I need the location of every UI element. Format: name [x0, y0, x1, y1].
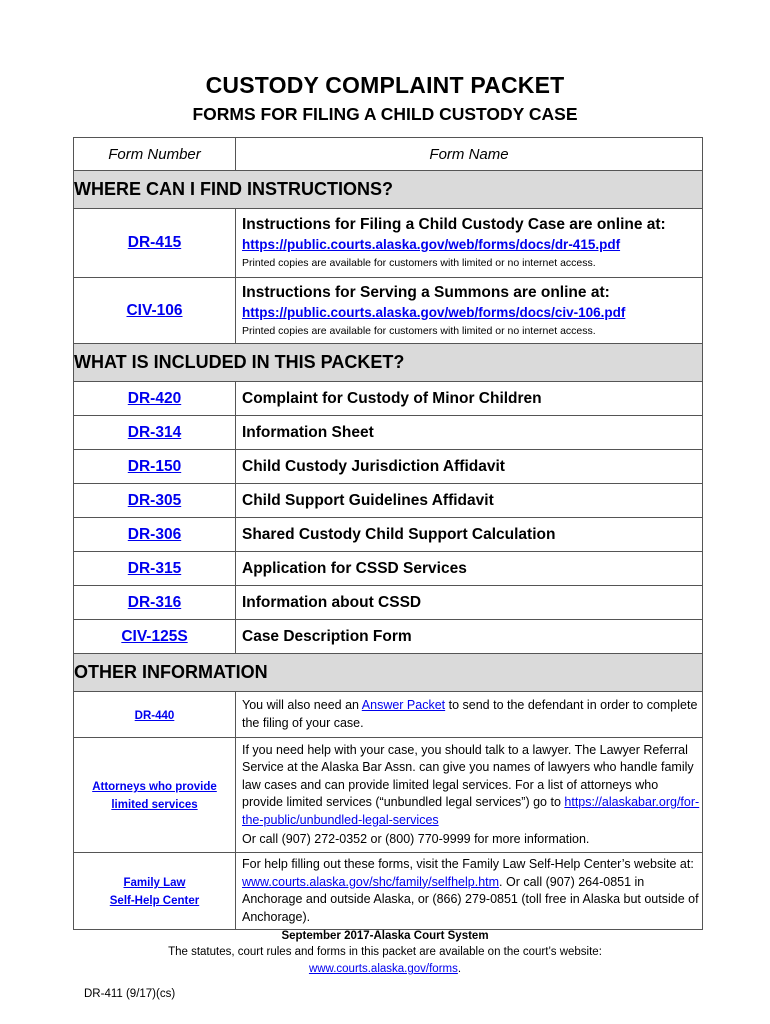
- table-row: [74, 738, 703, 853]
- form-link-dr306[interactable]: DR-306: [127, 525, 182, 543]
- header-form-name: Form Name: [236, 138, 703, 171]
- form-name: Case Description Form: [236, 620, 703, 654]
- table-row: [74, 518, 703, 552]
- footer-website-note: The statutes, court rules and forms in this packet are available on the court’s website:: [168, 946, 602, 958]
- form-link-civ125s[interactable]: CIV-125S: [121, 627, 188, 645]
- attorneys-description: If you need help with your case, you should talk to a lawyer. The Lawyer Referral Service at the Alaska Bar Assn. can give you names of lawyers who handle family law cases and can provide limited legal services. For a list of attorneys who provide limited services (“unbundled legal services”) go to https://alaskabar.org/for-the-public/unbundled-legal-services Or call (907) 272-0352 or (800) 770-9999 for more information.: [236, 738, 703, 853]
- form-id: DR-411 (9/17)(cs): [84, 988, 176, 1000]
- instruction-url[interactable]: https://public.courts.alaska.gov/web/forms/docs/dr-415.pdf: [242, 237, 621, 252]
- form-link-dr440[interactable]: DR-440: [134, 709, 175, 722]
- answer-packet-link[interactable]: Answer Packet: [361, 698, 446, 712]
- form-link-dr316[interactable]: DR-316: [127, 593, 182, 611]
- forms-website-link[interactable]: www.courts.alaska.gov/forms: [308, 963, 458, 975]
- table-row: [74, 853, 703, 930]
- attorneys-link[interactable]: Attorneys who provide limited services: [92, 781, 217, 811]
- table-row: [74, 552, 703, 586]
- form-link-dr315[interactable]: DR-315: [127, 559, 182, 577]
- footer-url-line: www.courts.alaska.gov/forms.: [308, 963, 462, 975]
- form-name: Child Custody Jurisdiction Affidavit: [236, 450, 703, 484]
- dr440-description: You will also need an Answer Packet to send to the defendant in order to complete the filing of your case.: [236, 692, 703, 738]
- form-name: Information Sheet: [236, 416, 703, 450]
- instruction-url[interactable]: https://public.courts.alaska.gov/web/forms/docs/civ-106.pdf: [242, 304, 626, 320]
- instruction-note: Printed copies are available for customers with limited or no internet access.: [242, 257, 596, 269]
- footer-date-line: September 2017-Alaska Court System: [281, 930, 489, 942]
- section-title: WHERE CAN I FIND INSTRUCTIONS?: [74, 171, 703, 209]
- forms-table: [73, 137, 703, 930]
- table-row: [74, 416, 703, 450]
- form-name: Information about CSSD: [236, 586, 703, 620]
- self-help-description: For help filling out these forms, visit the Family Law Self-Help Center’s website at: www.courts.alaska.gov/shc/family/selfhelp.htm. Or call (907) 264-0851 in Anchorage and outside Alaska, or (866) 279-0851 (toll free in Alaska but outside of Anchorage).: [236, 853, 703, 930]
- section-packet-contents: [74, 344, 703, 382]
- instruction-note: Printed copies are available for customers with limited or no internet access.: [242, 324, 596, 337]
- form-link-dr415[interactable]: DR-415: [127, 234, 182, 251]
- form-link-dr420[interactable]: DR-420: [127, 389, 182, 407]
- document-subtitle: FORMS FOR FILING A CHILD CUSTODY CASE: [192, 104, 578, 124]
- table-row: [74, 484, 703, 518]
- section-other-information: [74, 654, 703, 692]
- section-title: WHAT IS INCLUDED IN THIS PACKET?: [74, 344, 703, 382]
- section-title: OTHER INFORMATION: [74, 654, 703, 692]
- table-row: [74, 209, 703, 278]
- table-header-row: [74, 138, 703, 171]
- form-name: Application for CSSD Services: [236, 552, 703, 586]
- form-link-civ106[interactable]: CIV-106: [126, 301, 183, 319]
- instruction-title: Instructions for Filing a Child Custody Case are online at:: [242, 216, 666, 233]
- header-form-number: Form Number: [74, 138, 236, 171]
- table-row: [74, 278, 703, 344]
- form-link-dr150[interactable]: DR-150: [127, 457, 182, 475]
- form-name: Complaint for Custody of Minor Children: [236, 382, 703, 416]
- table-row: [74, 620, 703, 654]
- form-link-dr314[interactable]: DR-314: [127, 423, 182, 441]
- table-row: [74, 382, 703, 416]
- form-name: Shared Custody Child Support Calculation: [236, 518, 703, 552]
- section-instructions: [74, 171, 703, 209]
- self-help-center-link[interactable]: Family Law Self-Help Center: [109, 877, 200, 907]
- document-title: CUSTODY COMPLAINT PACKET: [205, 72, 565, 98]
- attorneys-call-text: Or call (907) 272-0352 or (800) 770-9999 for more information.: [242, 832, 590, 846]
- table-row: [74, 450, 703, 484]
- self-help-url-link[interactable]: www.courts.alaska.gov/shc/family/selfhelp.htm: [242, 874, 500, 889]
- form-link-dr305[interactable]: DR-305: [127, 491, 182, 509]
- form-name: Child Support Guidelines Affidavit: [236, 484, 703, 518]
- instruction-title: Instructions for Serving a Summons are online at:: [242, 283, 610, 301]
- alaskabar-url-link[interactable]: https://alaskabar.org/for-the-public/unbundled-legal-services: [242, 795, 700, 827]
- table-row: [74, 586, 703, 620]
- table-row: [74, 692, 703, 738]
